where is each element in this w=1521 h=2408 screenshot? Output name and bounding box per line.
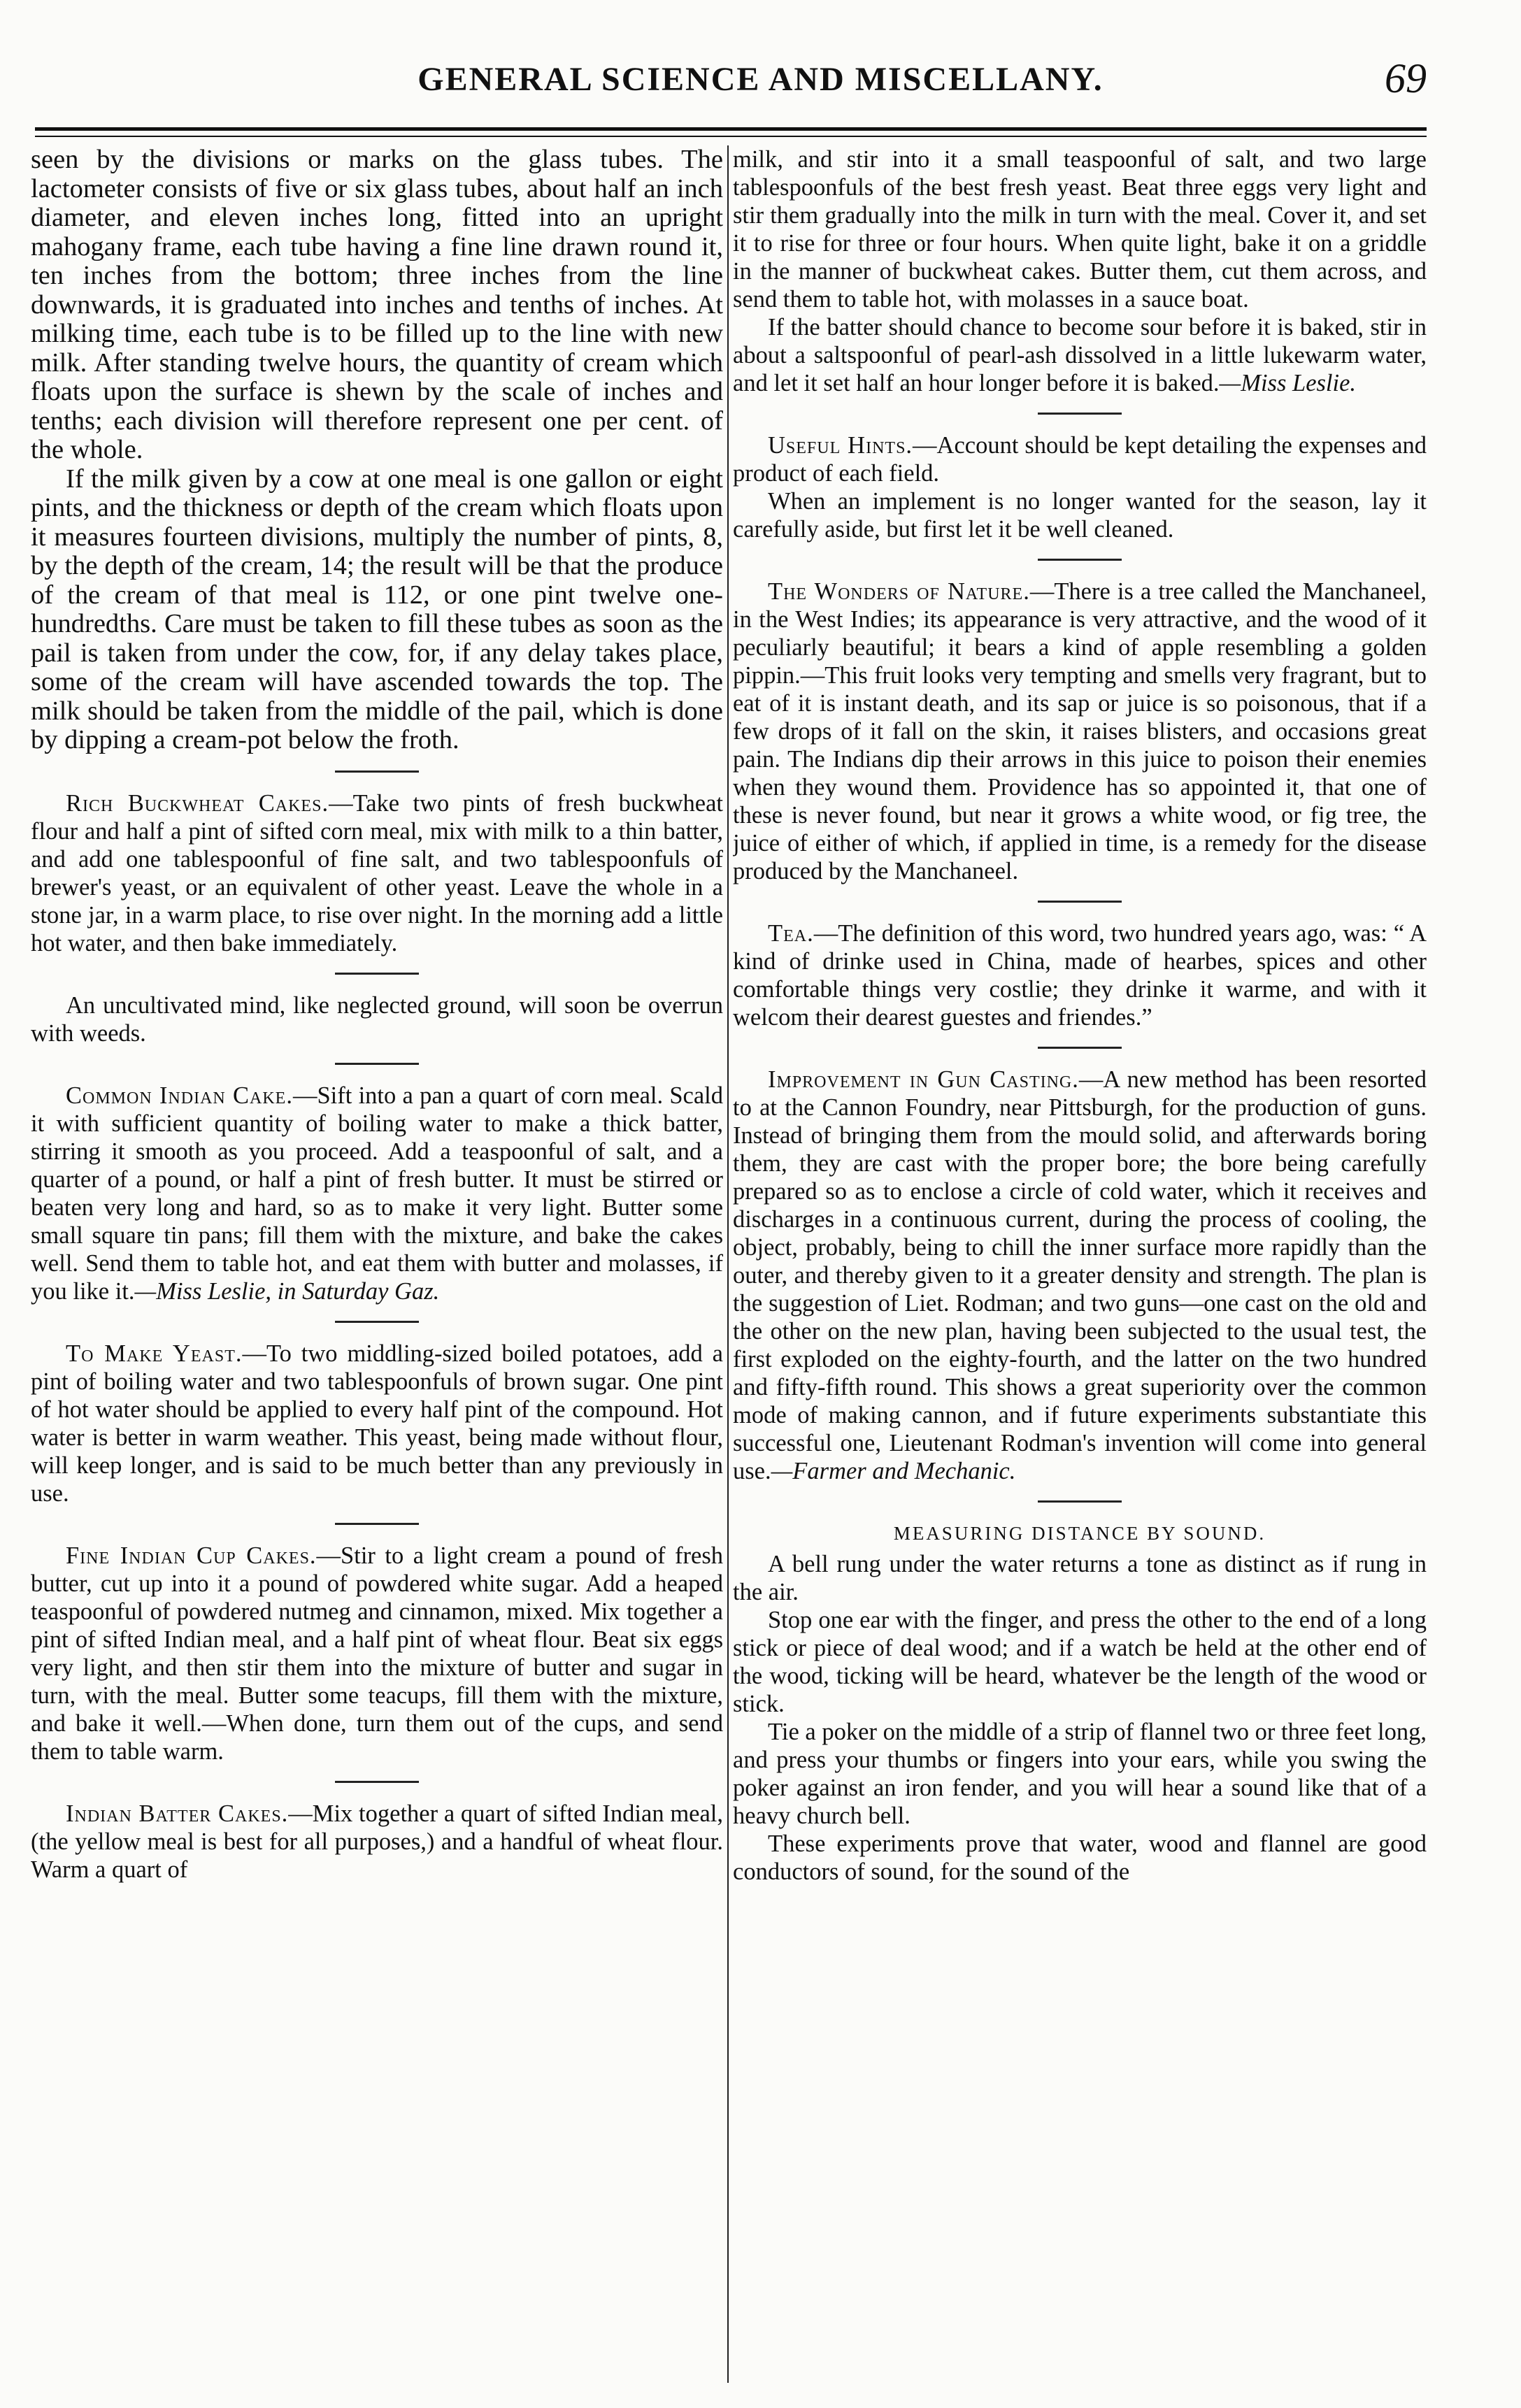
section-separator <box>1038 559 1122 561</box>
buckwheat-cakes-heading: Rich Buckwheat Cakes. <box>66 789 329 817</box>
section-separator <box>1038 1047 1122 1049</box>
left-column <box>31 145 723 2397</box>
indian-cake-heading: Common Indian Cake. <box>66 1082 293 1109</box>
batter-sour-body: If the batter should chance to become sour before it is baked, stir in about a saltspoonful of pearl-ash dissolved in a little lukewarm water, and let it set half an hour longer before it is baked. <box>733 314 1427 396</box>
yeast-article <box>31 1340 723 1507</box>
column-divider <box>727 145 729 2383</box>
wonders-article <box>733 578 1427 885</box>
gun-casting-signature: —Farmer and Mechanic. <box>771 1458 1016 1484</box>
buckwheat-cakes-article <box>31 789 723 957</box>
lactometer-paragraph-1: seen by the divisions or marks on the glass tubes. The lactometer consists of five or six glass tubes, about half an inch diameter, and eleven inches long, fitted into an upright mahogany frame, each tube having a fine line drawn round it, ten inches from the bottom; three inches from the line downwards, it is graduated into inches and tenths of inches. At milking time, each tube is to be filled up to the line with new milk. After standing twelve hours, the quantity of cream which floats upon the surface is shewn by the scale of inches and tenths; each division will therefore represent one per cent. of the whole. <box>31 145 723 464</box>
sound-paragraph-4: These experiments prove that water, wood and flannel are good conductors of sound, for the sound of the <box>733 1830 1427 1885</box>
running-title: GENERAL SCIENCE AND MISCELLANY. <box>417 61 1104 98</box>
indian-cake-article <box>31 1082 723 1305</box>
sound-paragraph-2: Stop one ear with the finger, and press the other to the end of a long stick or piece of deal wood; and if a watch be held at the other end of the wood, ticking will be heard, whatever be the length of the wood or stick. <box>733 1607 1427 1717</box>
wonders-heading: The Wonders of Nature. <box>768 578 1030 605</box>
mind-aphorism: An uncultivated mind, like neglected ground, will soon be overrun with weeds. <box>31 991 723 1047</box>
page-number: 69 <box>1385 55 1427 101</box>
batter-cakes-heading: Indian Batter Cakes. <box>66 1800 289 1827</box>
buckwheat-cakes-body: —Take two pints of fresh buckwheat flour and half a pint of sifted corn meal, mix with milk to a thin batter, and add one tablespoonful of fine salt, and two tablespoonfuls of brewer's yeast, or an equivalent of other yeast. Leave the whole in a stone jar, in a warm place, to rise over night. In the morning add a little hot water, and then bake immediately. <box>31 789 723 956</box>
batter-cakes-body: —Mix together a quart of sifted Indian meal, (the yellow meal is best for all purposes,) and a handful of wheat flour. Warm a quart of <box>31 1800 723 1883</box>
running-head <box>0 55 1521 116</box>
batter-cakes-article <box>31 1800 723 1884</box>
tea-article <box>733 919 1427 1031</box>
section-separator <box>335 771 419 773</box>
tea-body: —The definition of this word, two hundred years ago, was: “ A kind of drinke used in China, made of hearbes, spices and other comfortable things very costlie; they drinke it warme, and with it welcom their dearest guestes and friendes.” <box>733 920 1427 1031</box>
gun-casting-body: —A new method has been resorted to at the Cannon Foundry, near Pittsburgh, for the production of guns. Instead of bringing them from the mould solid, and afterwards boring them, they are cast with the proper bore; the bore being carefully prepared so as to enclose a circle of cold water, which it receives and discharges in a continuous current, during the process of cooling, the object, probably, being to chill the inner surface more rapidly than the outer, and thereby given to it a greater density and strength. The plan is the suggestion of Liet. Rodman; and two guns—one cast on the old and the other on the new plan, having been subjected to the usual test, the first exploded on the eighty-fourth, and the latter on the two hundred and fifty-fifth round. This shows a great superiority over the common mode of making cannon, and if future experiments substantiate this successful one, Lieutenant Rodman's invention will come into general use. <box>733 1066 1427 1484</box>
gun-casting-heading: Improvement in Gun Casting. <box>768 1066 1079 1093</box>
useful-hints-article <box>733 431 1427 487</box>
section-separator <box>335 1321 419 1323</box>
section-separator <box>335 1523 419 1525</box>
section-separator <box>1038 901 1122 903</box>
tea-heading: Tea. <box>768 920 814 947</box>
sound-paragraph-3: Tie a poker on the middle of a strip of flannel two or three feet long, and press your thumbs or fingers into your ears, while you swing the poker against an iron fender, and you will hear a sound like that of a heavy church bell. <box>733 1719 1427 1829</box>
section-separator <box>335 1781 419 1783</box>
section-separator <box>335 973 419 975</box>
section-separator <box>1038 1500 1122 1503</box>
batter-cakes-continued: milk, and stir into it a small teaspoonful of salt, and two large tablespoonfuls of the best fresh yeast. Beat three eggs very light and stir them gradually into the milk in turn with the meal. Cover it, and set it to rise for three or four hours. When quite light, bake it on a griddle in the manner of buckwheat cakes. Butter them, cut them across, and send them to table hot, with molasses in a sauce boat. <box>733 146 1427 313</box>
cup-cakes-body: —Stir to a light cream a pound of fresh butter, cut up into it a pound of powdered white sugar. Add a heaped teaspoonful of powdered nutmeg and cinnamon, mixed. Mix together a pint of sifted Indian meal, and a half pint of wheat flour. Beat six eggs very light, and then stir them into the mixture of butter and sugar in turn, with the meal. Butter some teacups, fill them with the mixture, and bake it well.—When done, turn them out of the cups, and send them to table warm. <box>31 1542 723 1765</box>
cup-cakes-heading: Fine Indian Cup Cakes. <box>66 1542 317 1569</box>
header-rule-thick <box>35 127 1427 131</box>
section-separator <box>335 1063 419 1065</box>
yeast-body: —To two middling-sized boiled potatoes, add a pint of boiling water and two tablespoonfuls of brown sugar. One pint of hot water should be applied to every half pint of the compound. Hot water is better in warm weather. This yeast, being made without flour, will keep longer, and is said to be much better than any previously in use. <box>31 1340 723 1507</box>
useful-hints-body: —Account should be kept detailing the expenses and product of each field. <box>733 432 1427 487</box>
sound-paragraph-1: A bell rung under the water returns a tone as distinct as if rung in the air. <box>733 1551 1427 1605</box>
cup-cakes-article <box>31 1542 723 1765</box>
yeast-heading: To Make Yeast. <box>66 1340 243 1367</box>
right-column <box>733 145 1427 2397</box>
sound-heading: MEASURING DISTANCE BY SOUND. <box>893 1523 1266 1544</box>
useful-hints-paragraph-2: When an implement is no longer wanted for the season, lay it carefully aside, but first let it be well cleaned. <box>733 488 1427 543</box>
section-separator <box>1038 413 1122 415</box>
indian-cake-signature: —Miss Leslie, in Saturday Gaz. <box>134 1277 440 1305</box>
batter-signature: —Miss Leslie. <box>1219 370 1357 396</box>
wonders-body: —There is a tree called the Manchaneel, in the West Indies; its appearance is very attractive, and the wood of it peculiarly beautiful; it bears a kind of apple resembling a golden pippin.—This fruit looks very tempting and smells very fragrant, but to eat of it is instant death, and its sap or juice is so poisonous, that if a few drops of it fall on the skin, it raises blisters, and occasions great pain. The Indians dip their arrows in this juice to poison their enemies when they wound them. Providence has so appointed it, that one of these is never found, but near it grows a white wood, or fig tree, the juice of either of which, if applied in time, is a remedy for the disease produced by the Manchaneel. <box>733 578 1427 884</box>
useful-hints-heading: Useful Hints. <box>768 432 913 459</box>
batter-sour-paragraph <box>733 313 1427 397</box>
indian-cake-body: —Sift into a pan a quart of corn meal. Scald it with sufficient quantity of boiling water to make a thick batter, stirring it smooth as you proceed. Add a teaspoonful of salt, and a quarter of a pound, or half a pint of fresh butter. It must be stirred or beaten very long and hard, so as to make it very light. Butter some small square tin pans; fill them with the mixture, and bake the cakes well. Send them to table hot, and eat them with butter and molasses, if you like it. <box>31 1082 723 1305</box>
header-rule-thin <box>35 136 1427 137</box>
lactometer-paragraph-2: If the milk given by a cow at one meal is one gallon or eight pints, and the thickness or depth of the cream which floats upon it measures fourteen divisions, multiply the number of pints, 8, by the depth of the cream, 14; the result will be that the produce of the cream of that meal is 112, or one pint twelve one-hundredths. Care must be taken to fill these tubes as soon as the pail is taken from under the cow, for, if any delay takes place, some of the cream will have ascended towards the top. The milk should be taken from the middle of the pail, which is done by dipping a cream-pot below the froth. <box>31 464 723 754</box>
gun-casting-article <box>733 1066 1427 1485</box>
